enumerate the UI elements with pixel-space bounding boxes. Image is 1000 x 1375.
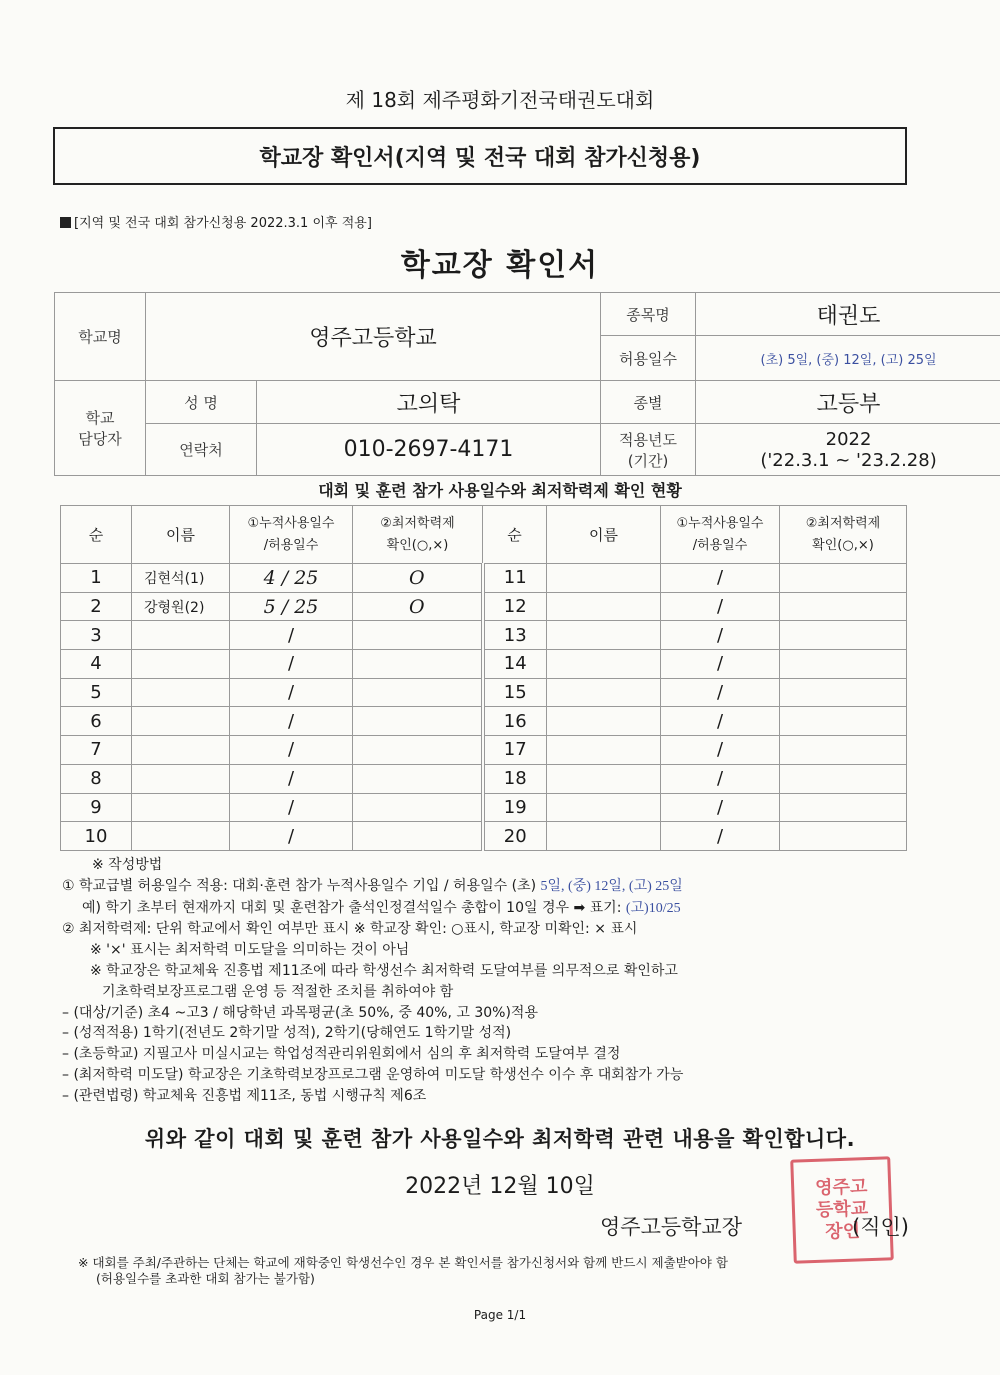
grade-check (353, 736, 483, 765)
contact-person-label (55, 381, 146, 476)
allowed-days-label: 허용일수 (601, 336, 696, 381)
year-number: 2022 (825, 428, 872, 450)
instruction-line (62, 898, 912, 920)
col-header-days-right (661, 506, 780, 564)
days-used: / (661, 678, 780, 707)
athlete-name (547, 650, 661, 679)
grade-check (353, 793, 483, 822)
row-number: 18 (483, 764, 547, 793)
row-number: 8 (61, 764, 132, 793)
days-used: 4 / 25 (230, 564, 353, 593)
row-number: 6 (61, 707, 132, 736)
days-used: / (230, 650, 353, 679)
table-row (61, 764, 907, 793)
row-number: 14 (483, 650, 547, 679)
year-label-line2: (기간) (627, 451, 669, 470)
row-number: 17 (483, 736, 547, 765)
col-header-grade-line1: ②최저학력제 (380, 515, 455, 531)
instruction-line: – (최저학력 미도달) 학교장은 기초학력보장프로그램 운영하여 미도달 학생선수 이수 후 대회참가 가능 (62, 1066, 684, 1083)
athlete-name (547, 678, 661, 707)
athlete-name: 강형원(2) (132, 592, 230, 621)
grade-check (780, 793, 907, 822)
document-title-box: 학교장 확인서(지역 및 전국 대회 참가신청용) (53, 127, 907, 185)
col-header-name: 이름 (132, 506, 230, 564)
days-used: / (661, 764, 780, 793)
days-used: / (661, 564, 780, 593)
phone-label: 연락처 (146, 424, 257, 476)
writing-instructions (62, 855, 912, 1107)
days-used: / (230, 678, 353, 707)
allowed-days-value: (초) 5일, (중) 12일, (고) 25일 (696, 336, 1000, 381)
days-used: / (661, 822, 780, 851)
row-number: 1 (61, 564, 132, 593)
instruction-line: ※ 학교장은 학교체육 진흥법 제11조에 따라 학생선수 최저학력 도달여부를 의무적으로 확인하고 (90, 962, 678, 979)
division-label: 종별 (601, 381, 696, 424)
instruction-line: – (초등학교) 지필고사 미실시교는 학업성적관리위원회에서 심의 후 최저학력 도달여부 결정 (62, 1046, 621, 1063)
athlete-status-table (60, 505, 907, 851)
athlete-name (132, 621, 230, 650)
table-row (61, 650, 907, 679)
row-number: 9 (61, 793, 132, 822)
days-used: / (230, 736, 353, 765)
days-used: / (661, 621, 780, 650)
official-seal-stamp (790, 1156, 894, 1263)
year-value (696, 424, 1000, 476)
grade-check (780, 621, 907, 650)
col-header-grade-right-line1: ②최저학력제 (805, 515, 881, 531)
footnote (78, 1255, 728, 1287)
person-name-value: 고의탁 (257, 381, 601, 424)
year-label-line1: 적용년도 (619, 430, 678, 449)
table-row (61, 564, 907, 593)
table-row (61, 793, 907, 822)
col-header-grade-right-line2: 확인(○,×) (812, 537, 874, 553)
grade-check (780, 764, 907, 793)
grade-check (353, 707, 483, 736)
status-title: 대회 및 훈련 참가 사용일수와 최저학력제 확인 현황 (318, 481, 682, 500)
notice-text: [지역 및 전국 대회 참가신청용 2022.3.1 이후 적용] (74, 216, 372, 231)
table-row (61, 707, 907, 736)
contact-label-line2: 담당자 (78, 430, 122, 448)
row-number: 20 (483, 822, 547, 851)
table-row (61, 678, 907, 707)
col-header-grade-right (780, 506, 907, 564)
instruction-1a: ① 학교급별 허용일수 적용: 대회·훈련 참가 누적사용일수 기입 / 허용일수 (초) (62, 877, 537, 894)
col-header-no-right: 순 (483, 506, 547, 564)
grade-check (780, 707, 907, 736)
sport-value: 태권도 (696, 293, 1000, 336)
athlete-name (132, 707, 230, 736)
grade-check (353, 650, 483, 679)
person-name-label: 성 명 (146, 381, 257, 424)
days-used: 5 / 25 (230, 592, 353, 621)
col-header-days-line1: ①누적사용일수 (247, 515, 335, 531)
instruction-2a: 예) 학기 초부터 현재까지 대회 및 훈련참가 출석인정결석일수 총합이 10일 경우 ➡ 표기: (82, 899, 626, 916)
grade-check: O (353, 592, 483, 621)
square-bullet-icon (60, 217, 71, 228)
confirmation-statement: 위와 같이 대회 및 훈련 참가 사용일수와 최저학력 관련 내용을 확인합니다. (144, 1127, 856, 1151)
table-row (61, 822, 907, 851)
grade-check (780, 678, 907, 707)
page-number: Page 1/1 (473, 1308, 527, 1322)
phone-value: 010-2697-4171 (257, 424, 601, 476)
event-title: 제 18회 제주평화기전국태권도대회 (345, 88, 655, 112)
days-used: / (230, 764, 353, 793)
row-number: 4 (61, 650, 132, 679)
row-number: 11 (483, 564, 547, 593)
grade-check (353, 764, 483, 793)
grade-check (780, 564, 907, 593)
row-number: 2 (61, 592, 132, 621)
instruction-1b: 5일, (중) 12일, (고) 25일 (540, 878, 683, 894)
row-number: 13 (483, 621, 547, 650)
instruction-line: – (대상/기준) 초4 ~고3 / 해당학년 과목평균(초 50%, 중 40%, 고 30%)적용 (62, 1004, 538, 1021)
grade-check (780, 650, 907, 679)
col-header-days-right-line1: ①누적사용일수 (676, 515, 764, 531)
row-number: 16 (483, 707, 547, 736)
days-used: / (661, 793, 780, 822)
grade-check: O (353, 564, 483, 593)
instruction-line: ※ '×' 표시는 최저학력 미도달을 의미하는 것이 아님 (90, 942, 410, 959)
year-label (601, 424, 696, 476)
instruction-line: – (성적적용) 1학기(전년도 2학기말 성적), 2학기(당해연도 1학기말 성적) (62, 1025, 512, 1042)
days-used: / (661, 707, 780, 736)
days-used: / (661, 650, 780, 679)
athlete-name (547, 707, 661, 736)
grade-check (780, 822, 907, 851)
applicability-notice (60, 212, 372, 231)
col-header-name-right: 이름 (547, 506, 661, 564)
col-header-days-line2: /허용일수 (263, 537, 319, 553)
days-used: / (230, 793, 353, 822)
athlete-name (132, 678, 230, 707)
days-used: / (661, 736, 780, 765)
athlete-name (132, 764, 230, 793)
athlete-name (547, 793, 661, 822)
row-number: 19 (483, 793, 547, 822)
division-value: 고등부 (696, 381, 1000, 424)
seal-stamp-text: 영주고등학교장인 (814, 1176, 869, 1243)
athlete-name (547, 621, 661, 650)
issue-date: 2022년 12월 10일 (405, 1174, 595, 1199)
footnote-line2: (허용일수를 초과한 대회 참가는 불가함) (96, 1271, 315, 1286)
table-row (61, 736, 907, 765)
col-header-grade-line2: 확인(○,×) (386, 537, 449, 553)
seal-label: (직인) (852, 1215, 909, 1239)
row-number: 12 (483, 592, 547, 621)
instruction-line: ② 최저학력제: 단위 학교에서 확인 여부만 표시 ※ 학교장 확인: ○표시, 학교장 미확인: × 표시 (62, 921, 638, 938)
row-number: 15 (483, 678, 547, 707)
grade-check (353, 678, 483, 707)
athlete-name (547, 764, 661, 793)
col-header-days (230, 506, 353, 564)
days-used: / (230, 707, 353, 736)
athlete-name (132, 793, 230, 822)
grade-check (780, 736, 907, 765)
school-name-value: 영주고등학교 (146, 293, 601, 381)
grade-check (353, 822, 483, 851)
year-period: ('22.3.1 ~ '23.2.2​8) (760, 449, 937, 471)
days-used: / (230, 621, 353, 650)
athlete-name (547, 564, 661, 593)
grade-check (780, 592, 907, 621)
main-title: 학교장 확인서 (400, 248, 600, 283)
days-used: / (661, 592, 780, 621)
principal-name: 영주고등학교장 (600, 1215, 743, 1239)
table-row (61, 621, 907, 650)
footnote-line1: ※ 대회를 주최/주관하는 단체는 학교에 재학중인 학생선수인 경우 본 확인서를 참가신청서와 함께 반드시 제출받아야 함 (78, 1255, 728, 1270)
contact-label-line1: 학교 (85, 409, 115, 427)
athlete-name (547, 736, 661, 765)
athlete-name (547, 822, 661, 851)
col-header-days-right-line2: /허용일수 (692, 537, 748, 553)
instruction-2b: (고)10/25 (625, 900, 681, 916)
sport-label: 종목명 (601, 293, 696, 336)
athlete-name (132, 822, 230, 851)
athlete-name (547, 592, 661, 621)
grade-check (353, 621, 483, 650)
athlete-name (132, 650, 230, 679)
row-number: 7 (61, 736, 132, 765)
col-header-no: 순 (61, 506, 132, 564)
col-header-grade (353, 506, 483, 564)
days-used: / (230, 822, 353, 851)
table-row (61, 592, 907, 621)
instruction-line: – (관련법령) 학교체육 진흥법 제11조, 동법 시행규칙 제6조 (62, 1087, 427, 1104)
school-info-table (54, 292, 1000, 476)
athlete-name: 김현석(1) (132, 564, 230, 593)
school-name-label: 학교명 (55, 293, 146, 381)
instruction-line: 기초학력보장프로그램 운영 등 적절한 조치를 취하여야 함 (102, 983, 454, 1000)
instructions-heading: ※ 작성방법 (92, 857, 163, 873)
row-number: 3 (61, 621, 132, 650)
athlete-name (132, 736, 230, 765)
row-number: 5 (61, 678, 132, 707)
row-number: 10 (61, 822, 132, 851)
instruction-line (62, 876, 912, 898)
